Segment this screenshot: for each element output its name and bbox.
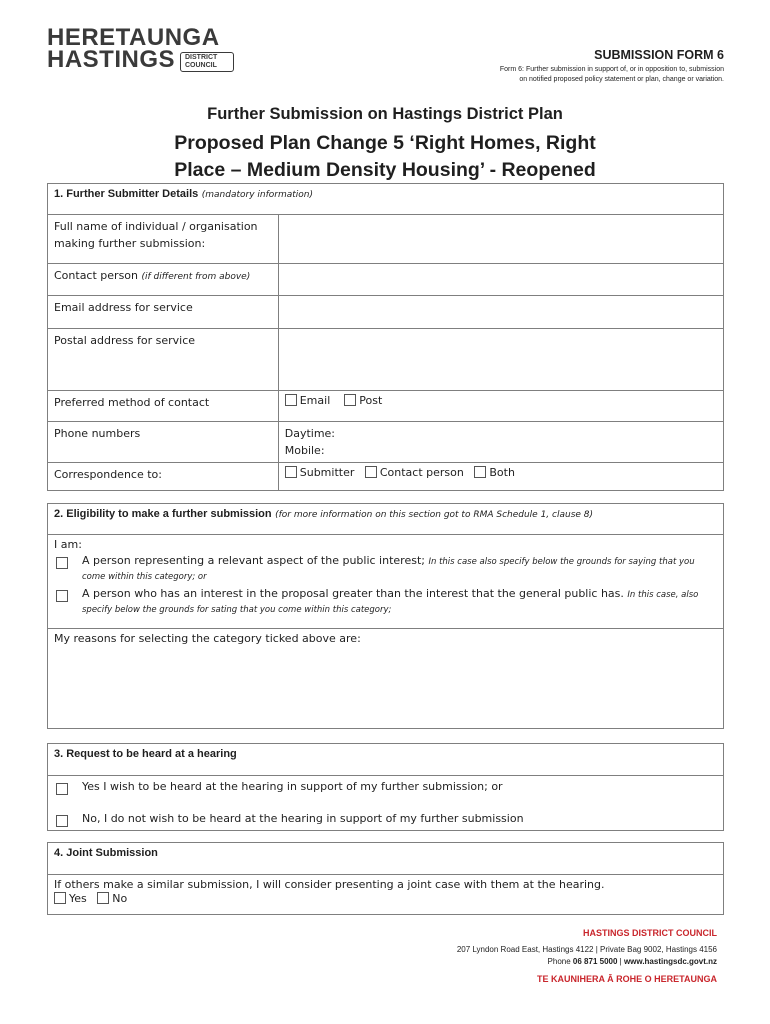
correspondence-label: Correspondence to: (48, 463, 279, 491)
method-post-checkbox[interactable] (344, 394, 356, 406)
public-interest-checkbox[interactable] (56, 557, 68, 569)
greater-interest-note: In this case, also specify below the grounds for sating that you come within this category; (82, 590, 699, 615)
reasons-field[interactable] (48, 629, 724, 729)
footer-phone-prefix: Phone (547, 957, 571, 966)
iam-label: I am: (54, 538, 82, 551)
daytime-label: Daytime: (284, 427, 336, 440)
form-title: SUBMISSION FORM 6 (594, 48, 724, 62)
hearing-no-checkbox[interactable] (56, 815, 68, 827)
reasons-label: My reasons for selecting the category ticked above are: (54, 632, 361, 645)
correspondence-options (278, 463, 723, 491)
method-email-checkbox[interactable] (285, 394, 297, 406)
form-description (500, 65, 724, 85)
section1-note: (mandatory information) (201, 190, 314, 200)
hearing-yes-row (54, 780, 717, 795)
method-label: Preferred method of contact (48, 391, 279, 422)
footer-address: 207 Lyndon Road East, Hastings 4122 | Private Bag 9002, Hastings 4156 (456, 945, 717, 954)
footer-contact: Phone 06 871 5000 | www.hastingsdc.govt.nz (547, 957, 717, 966)
fullname-label: Full name of individual / organisation making further submission: (48, 215, 279, 264)
corr-submitter-label: Submitter (299, 466, 355, 479)
public-interest-note: In this case also specify below the grounds for saying that you come within this category; or (82, 557, 695, 582)
contact-person-text: Contact person (54, 269, 138, 282)
mobile-label: Mobile: (284, 444, 325, 457)
footer-council: HASTINGS DISTRICT COUNCIL (583, 928, 717, 938)
section3-header (48, 744, 724, 776)
footer-phone: 06 871 5000 (572, 957, 618, 966)
method-options (278, 391, 723, 422)
contact-person-note: (if different from above) (141, 272, 251, 282)
footer-web-link[interactable]: www.hastingsdc.govt.nz (623, 957, 717, 966)
email-label: Email address for service (48, 296, 279, 329)
footer-te-reo: TE KAUNIHERA Ā ROHE O HERETAUNGA (536, 974, 717, 984)
hearing-options (48, 776, 724, 831)
footer-address-block (457, 944, 717, 968)
form-description-line1: Form 6: Further submission in support of, or in opposition to, submission (499, 66, 724, 73)
joint-no-label: No (112, 892, 128, 905)
section2-header (48, 504, 724, 535)
section3-title: 3. Request to be heard at a hearing (54, 748, 237, 760)
subheading-line2: Place – Medium Density Housing’ - Reopened (174, 159, 596, 181)
section1-table (47, 183, 724, 491)
logo-council-box: DISTRICT COUNCIL (180, 52, 234, 72)
hearing-yes-label: Yes I wish to be heard at the hearing in support of my further submission; or (82, 780, 503, 793)
logo-line1: HERETAUNGA (47, 24, 220, 51)
corr-contact-label: Contact person (379, 466, 464, 479)
section2-table (47, 503, 724, 729)
public-interest-text: A person representing a relevant aspect of the public interest; (82, 554, 425, 567)
section4-title: 4. Joint Submission (54, 847, 158, 859)
eligibility-option-1 (54, 554, 717, 584)
hearing-no-row (54, 812, 717, 827)
section2-title: 2. Eligibility to make a further submission (54, 508, 272, 520)
section1-title: 1. Further Submitter Details (54, 188, 199, 200)
corr-submitter-checkbox[interactable] (285, 466, 297, 478)
postal-label: Postal address for service (48, 329, 279, 391)
form-identifier (500, 48, 724, 85)
method-email-label: Email (299, 394, 331, 407)
joint-submission-text: If others make a similar submission, I will consider presenting a joint case with them at the hearing. (54, 878, 605, 891)
form-description-line2: on notified proposed policy statement or plan, change or variation. (519, 76, 724, 83)
section2-note: (for more information on this section got to RMA Schedule 1, clause 8) (275, 510, 594, 520)
corr-both-label: Both (489, 466, 515, 479)
postal-field[interactable] (278, 329, 723, 391)
logo-line2: HASTINGS (47, 46, 176, 73)
joint-submission-body (48, 875, 724, 915)
fullname-field[interactable] (278, 215, 723, 264)
eligibility-option-2 (54, 587, 717, 617)
joint-yes-checkbox[interactable] (54, 892, 66, 904)
hearing-no-label: No, I do not wish to be heard at the hearing in support of my further submission (82, 812, 524, 825)
phone-label: Phone numbers (48, 422, 279, 463)
joint-yes-label: Yes (69, 892, 87, 905)
corr-both-checkbox[interactable] (474, 466, 486, 478)
greater-interest-text: A person who has an interest in the proposal greater than the interest that the general public has. (82, 587, 624, 600)
footer (457, 928, 717, 984)
corr-contact-checkbox[interactable] (365, 466, 377, 478)
contact-person-label (48, 264, 279, 296)
section4-header (48, 843, 724, 875)
contact-person-field[interactable] (278, 264, 723, 296)
hearing-yes-checkbox[interactable] (56, 783, 68, 795)
method-post-label: Post (359, 394, 383, 407)
subheading-line1: Proposed Plan Change 5 ‘Right Homes, Right (174, 132, 596, 154)
eligibility-options (48, 535, 724, 629)
greater-interest-checkbox[interactable] (56, 590, 68, 602)
section4-table (47, 842, 724, 915)
council-logo (47, 26, 247, 76)
email-field[interactable] (278, 296, 723, 329)
document-subheading (0, 130, 770, 184)
phone-field[interactable] (278, 422, 723, 463)
document-heading: Further Submission on Hastings District Plan (207, 105, 563, 123)
section1-header (48, 184, 724, 215)
joint-no-checkbox[interactable] (97, 892, 109, 904)
section3-table (47, 743, 724, 831)
